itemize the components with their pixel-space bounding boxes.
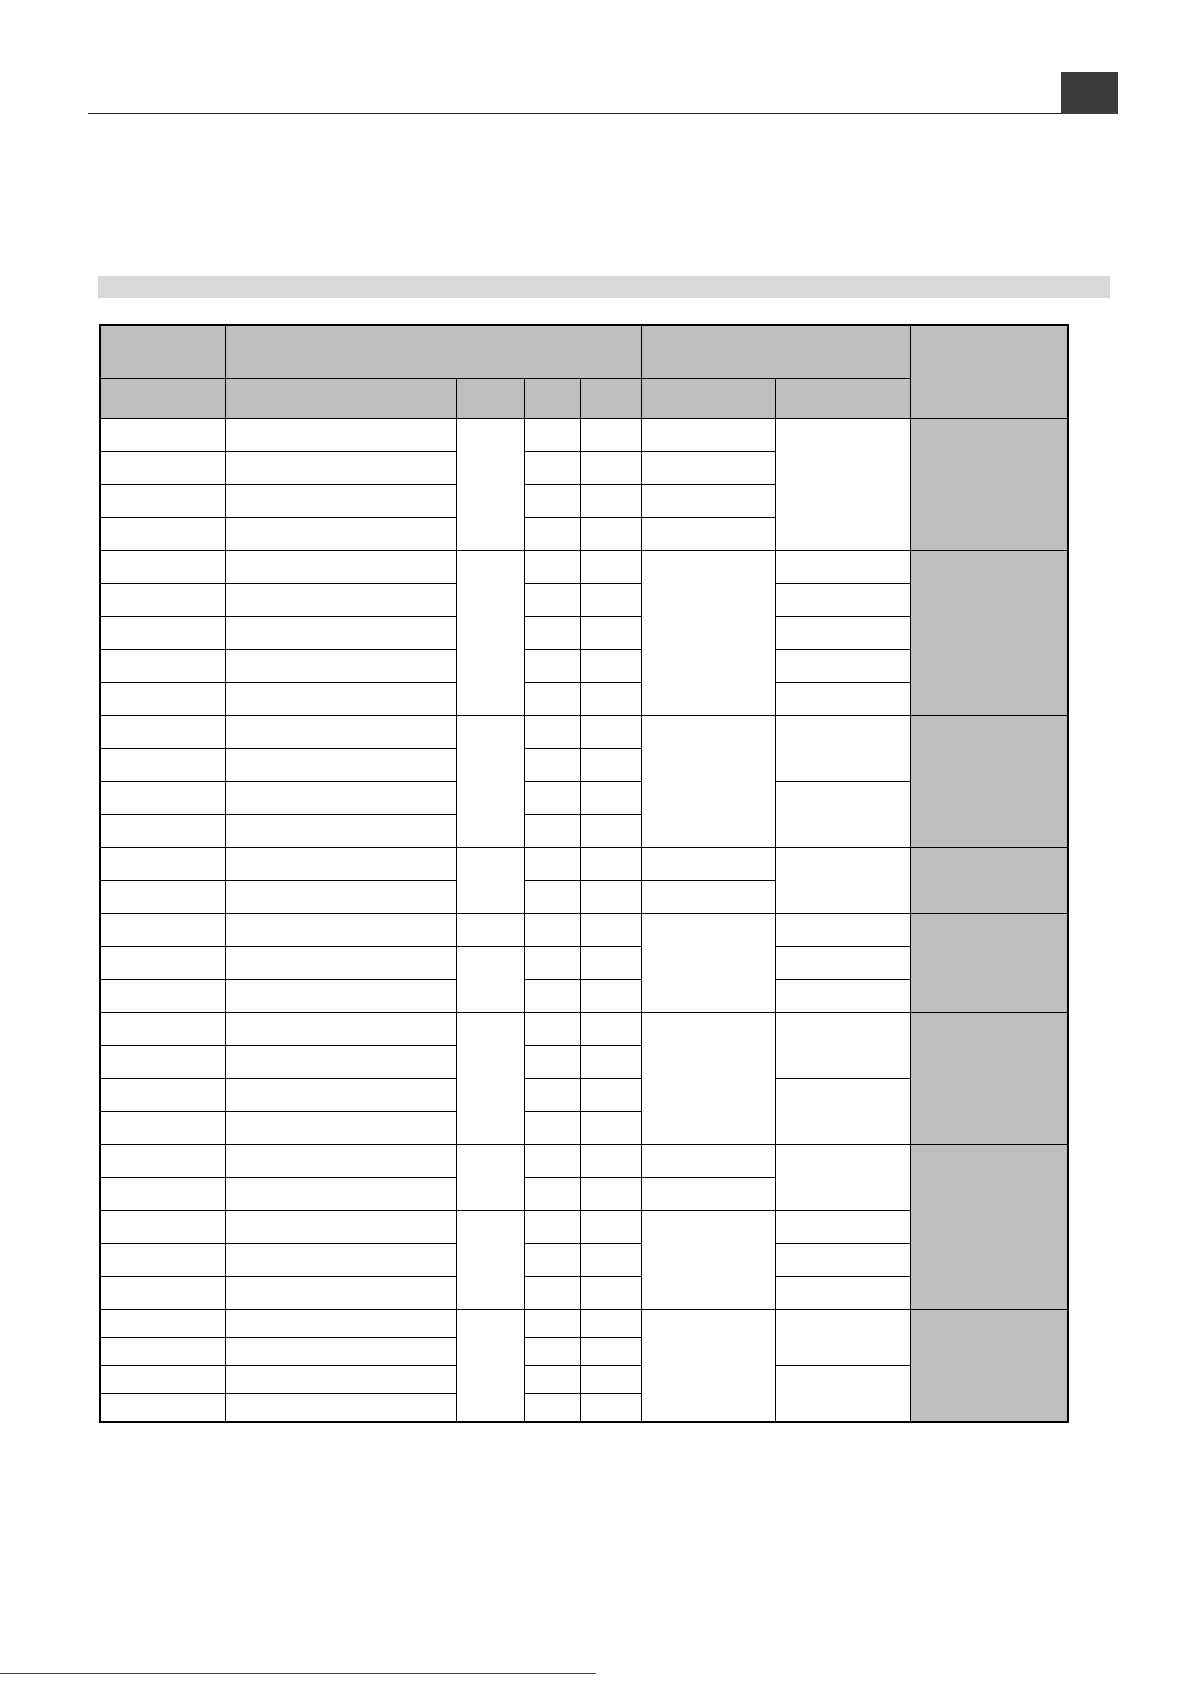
table-cell <box>225 1112 456 1145</box>
table-cell <box>524 551 580 584</box>
table-cell <box>580 716 641 749</box>
table-cell <box>580 1338 641 1366</box>
group-label-cell <box>910 1145 1068 1310</box>
table-cell <box>524 1013 580 1046</box>
table-cell <box>775 1310 910 1366</box>
table-cell <box>524 485 580 518</box>
data-table <box>99 324 1069 1423</box>
table-cell <box>641 452 775 485</box>
table-cell <box>225 782 456 815</box>
table-cell <box>225 848 456 881</box>
table-cell <box>524 419 580 452</box>
table-cell <box>580 782 641 815</box>
table-cell <box>456 419 524 551</box>
table-cell <box>580 518 641 551</box>
table-cell <box>100 518 225 551</box>
table-cell <box>524 452 580 485</box>
table-cell <box>524 914 580 947</box>
table-cell <box>524 584 580 617</box>
table-row <box>100 914 1068 947</box>
table-cell <box>225 1211 456 1244</box>
table-cell <box>456 551 524 716</box>
table-cell <box>580 584 641 617</box>
table-cell <box>775 914 910 947</box>
table-cell <box>225 881 456 914</box>
header-rule <box>88 113 1091 114</box>
table-cell <box>580 650 641 683</box>
table-cell <box>580 947 641 980</box>
table-cell <box>100 782 225 815</box>
table-cell <box>524 1277 580 1310</box>
table-cell <box>775 848 910 914</box>
table-row <box>100 716 1068 749</box>
table-cell <box>456 716 524 848</box>
table-cell <box>580 452 641 485</box>
table-cell <box>641 848 775 881</box>
table-cell <box>100 1145 225 1178</box>
table-cell <box>225 419 456 452</box>
table-cell <box>524 1366 580 1394</box>
table-cell <box>225 749 456 782</box>
table-cell <box>580 1277 641 1310</box>
page-number-tab <box>1061 72 1118 114</box>
table-cell <box>775 1244 910 1277</box>
table-cell <box>641 881 775 914</box>
group-label-cell <box>910 914 1068 1013</box>
table-cell <box>524 1079 580 1112</box>
table-cell <box>100 419 225 452</box>
table-cell <box>580 1244 641 1277</box>
table-row <box>100 551 1068 584</box>
table-cell <box>524 848 580 881</box>
table-cell <box>100 947 225 980</box>
table-cell <box>225 683 456 716</box>
table-cell <box>641 1145 775 1178</box>
table-cell <box>100 980 225 1013</box>
table-cell <box>641 1310 775 1423</box>
table-cell <box>225 1366 456 1394</box>
table-cell <box>456 1145 524 1211</box>
table-cell <box>225 1046 456 1079</box>
table-row <box>100 1013 1068 1046</box>
table-cell <box>580 551 641 584</box>
table-cell <box>100 1394 225 1423</box>
group-label-cell <box>910 1310 1068 1423</box>
table-cell <box>775 716 910 782</box>
table-cell <box>580 749 641 782</box>
table-row <box>100 848 1068 881</box>
table-cell <box>225 452 456 485</box>
table-cell <box>524 1112 580 1145</box>
table-cell <box>641 914 775 1013</box>
table-cell <box>524 782 580 815</box>
table-cell <box>580 914 641 947</box>
group-label-cell <box>910 848 1068 914</box>
subheader-cell <box>775 379 910 419</box>
table-cell <box>456 1211 524 1310</box>
table-cell <box>225 815 456 848</box>
table-cell <box>580 1394 641 1423</box>
table-cell <box>524 650 580 683</box>
table-cell <box>456 1013 524 1145</box>
table-cell <box>100 617 225 650</box>
table-cell <box>775 1079 910 1145</box>
group-label-cell <box>910 419 1068 551</box>
table-cell <box>524 815 580 848</box>
table-cell <box>524 716 580 749</box>
table-cell <box>456 848 524 914</box>
table-cell <box>456 1310 524 1423</box>
table-cell <box>524 1338 580 1366</box>
subheader-cell <box>641 379 775 419</box>
table-cell <box>225 485 456 518</box>
table-cell <box>100 1013 225 1046</box>
table-cell <box>641 716 775 848</box>
table-cell <box>100 1310 225 1338</box>
table-cell <box>580 1366 641 1394</box>
table-cell <box>225 1079 456 1112</box>
table-cell <box>225 584 456 617</box>
table-cell <box>775 947 910 980</box>
table-cell <box>100 1277 225 1310</box>
table-cell <box>225 1244 456 1277</box>
table-cell <box>641 518 775 551</box>
table-cell <box>225 914 456 947</box>
table-cell <box>775 1211 910 1244</box>
table-row <box>100 1310 1068 1338</box>
table-cell <box>524 1394 580 1423</box>
table-cell <box>225 617 456 650</box>
data-table-container <box>99 324 1069 1423</box>
table-cell <box>580 1079 641 1112</box>
table-cell <box>100 716 225 749</box>
table-cell <box>225 518 456 551</box>
table-cell <box>580 419 641 452</box>
table-cell <box>524 1046 580 1079</box>
table-cell <box>100 914 225 947</box>
table-cell <box>775 584 910 617</box>
header-cell <box>100 325 225 379</box>
table-row <box>100 1145 1068 1178</box>
table-cell <box>100 848 225 881</box>
section-title-bar <box>98 276 1110 298</box>
table-cell <box>225 1277 456 1310</box>
table-cell <box>775 683 910 716</box>
table-cell <box>775 1013 910 1079</box>
table-cell <box>100 1079 225 1112</box>
table-cell <box>524 1211 580 1244</box>
table-cell <box>100 1366 225 1394</box>
table-cell <box>225 947 456 980</box>
table-cell <box>580 1211 641 1244</box>
table-cell <box>100 1338 225 1366</box>
table-cell <box>225 1013 456 1046</box>
subheader-cell <box>524 379 580 419</box>
table-cell <box>641 1178 775 1211</box>
table-cell <box>524 1244 580 1277</box>
table-cell <box>775 782 910 848</box>
subheader-cell <box>580 379 641 419</box>
table-cell <box>775 617 910 650</box>
subheader-cell <box>225 379 456 419</box>
table-cell <box>524 1145 580 1178</box>
table-cell <box>580 815 641 848</box>
table-cell <box>225 1338 456 1366</box>
table-header-row <box>100 325 1068 379</box>
table-cell <box>580 848 641 881</box>
subheader-cell <box>456 379 524 419</box>
subheader-cell <box>100 379 225 419</box>
table-cell <box>775 980 910 1013</box>
header-cell <box>641 325 910 379</box>
table-cell <box>100 1112 225 1145</box>
table-cell <box>775 1277 910 1310</box>
table-cell <box>225 551 456 584</box>
table-cell <box>225 1394 456 1423</box>
table-cell <box>580 683 641 716</box>
table-cell <box>456 947 524 1013</box>
table-cell <box>100 485 225 518</box>
table-cell <box>100 749 225 782</box>
table-cell <box>225 980 456 1013</box>
table-cell <box>775 1366 910 1423</box>
table-cell <box>524 881 580 914</box>
table-cell <box>580 1310 641 1338</box>
table-cell <box>100 584 225 617</box>
table-cell <box>524 518 580 551</box>
table-cell <box>456 914 524 947</box>
table-cell <box>100 815 225 848</box>
table-cell <box>641 551 775 716</box>
table-cell <box>225 716 456 749</box>
table-cell <box>100 1178 225 1211</box>
table-cell <box>580 485 641 518</box>
table-cell <box>775 419 910 551</box>
table-cell <box>641 419 775 452</box>
table-cell <box>775 650 910 683</box>
table-cell <box>580 980 641 1013</box>
table-cell <box>100 551 225 584</box>
table-cell <box>225 1310 456 1338</box>
table-cell <box>100 881 225 914</box>
header-cell <box>225 325 641 379</box>
table-cell <box>580 1178 641 1211</box>
table-cell <box>775 1145 910 1211</box>
table-cell <box>580 1013 641 1046</box>
table-cell <box>225 650 456 683</box>
table-cell <box>100 452 225 485</box>
table-cell <box>580 881 641 914</box>
footer-rule <box>0 1673 596 1674</box>
table-cell <box>225 1145 456 1178</box>
table-cell <box>580 1145 641 1178</box>
group-label-cell <box>910 1013 1068 1145</box>
header-cell <box>910 325 1068 419</box>
table-cell <box>641 1211 775 1310</box>
table-cell <box>100 650 225 683</box>
table-cell <box>100 1211 225 1244</box>
table-cell <box>580 1112 641 1145</box>
table-cell <box>524 1310 580 1338</box>
table-cell <box>524 683 580 716</box>
table-cell <box>641 1013 775 1145</box>
table-cell <box>580 1046 641 1079</box>
table-cell <box>524 947 580 980</box>
table-cell <box>775 551 910 584</box>
table-row <box>100 419 1068 452</box>
table-cell <box>524 1178 580 1211</box>
table-cell <box>524 617 580 650</box>
table-cell <box>100 1046 225 1079</box>
table-cell <box>524 980 580 1013</box>
table-cell <box>580 617 641 650</box>
table-cell <box>524 749 580 782</box>
table-cell <box>100 1244 225 1277</box>
group-label-cell <box>910 551 1068 716</box>
table-cell <box>100 683 225 716</box>
table-cell <box>641 485 775 518</box>
table-cell <box>225 1178 456 1211</box>
group-label-cell <box>910 716 1068 848</box>
